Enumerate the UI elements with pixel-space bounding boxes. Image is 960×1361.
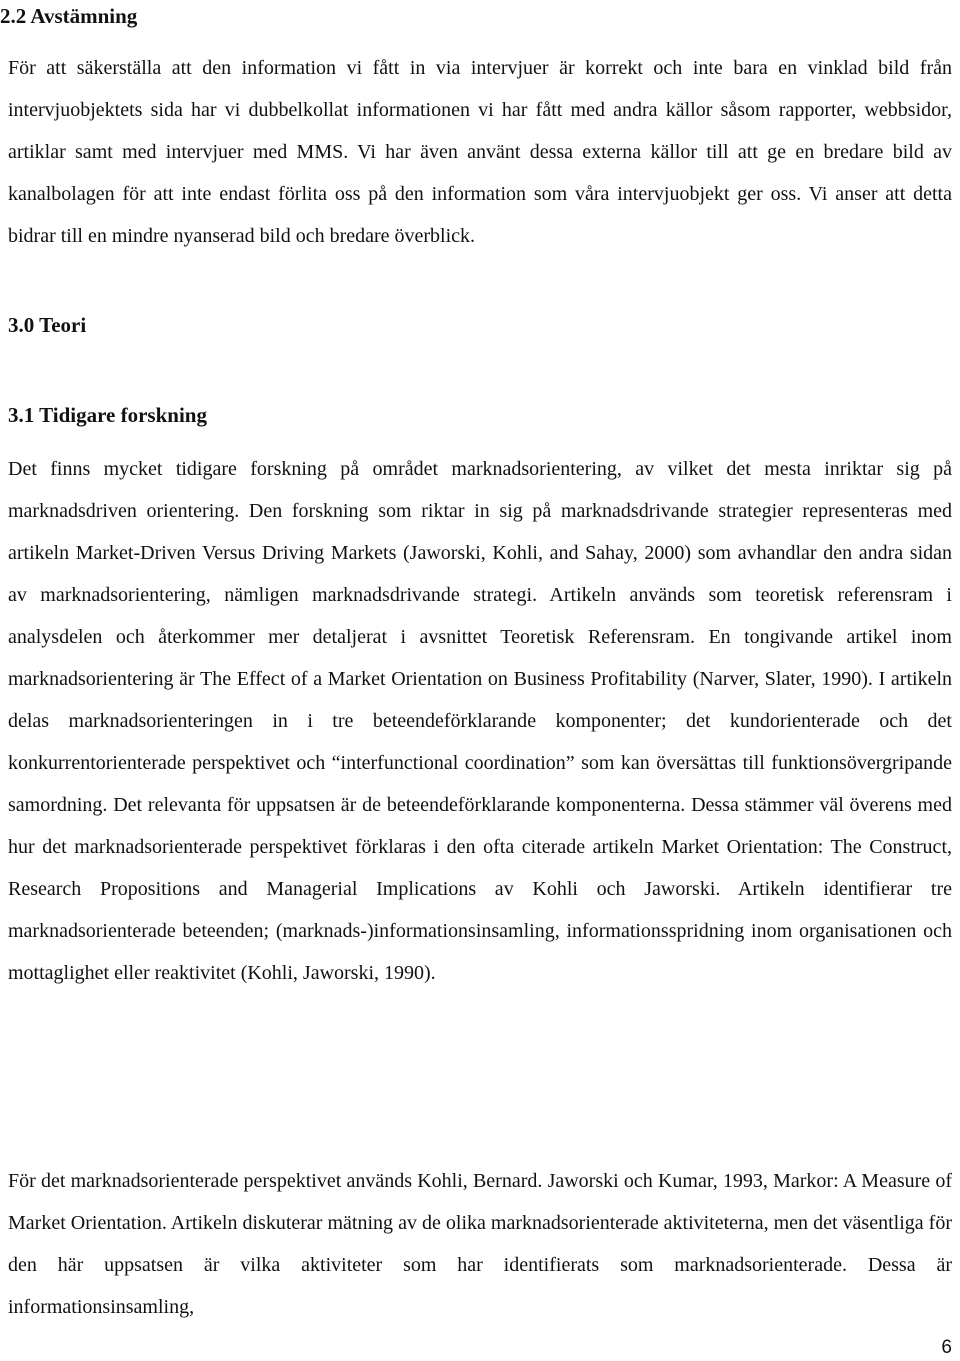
page-number: 6 [941,1337,952,1358]
paragraph-tidigare-forskning-2: För det marknadsorienterade perspektivet används Kohli, Bernard. Jaworski och Kumar, 1993, Markor: A Measure of Market Orientation. Artikeln diskuterar mätning av de olika marknadsorienterade aktiviteterna, men det väsentliga för den här uppsatsen är vilka aktiviteter som har identifierats som marknadsorienterade. Dessa är informationsinsamling, [8,1170,952,1318]
section-heading-teori: 3.0 Teori [8,313,87,337]
paragraph-tidigare-forskning-1: Det finns mycket tidigare forskning på området marknadsorientering, av vilket det mesta inriktar sig på marknadsdriven orientering. Den forskning som riktar in sig på marknadsdrivande strategier representeras med artikeln Market-Driven Versus Driving Markets (Jaworski, Kohli, and Sahay, 2000) som avhandlar den andra sidan av marknadsorientering, nämligen marknadsdrivande strategi. Artikeln används som teoretisk referensram i analysdelen och återkommer mer detaljerat i avsnittet Teoretisk Referensram. En tongivande artikel inom marknadsorientering är The Effect of a Market Orientation on Business Profitability (Narver, Slater, 1990). I artikeln delas marknadsorienteringen in i tre beteendeförklarande komponenter; det kundorienterade och det konkurrentorienterade perspektivet och “interfunctional coordination” som kan översättas till funktionsövergripande samordning. Det relevanta för uppsatsen är de beteendeförklarande komponenterna. Dessa stämmer väl överens med hur det marknadsorienterade perspektivet förklaras i den ofta citerade artikeln Market Orientation: The Construct, Research Propositions and Managerial Implications av Kohli och Jaworski. Artikeln identifierar tre marknadsorienterade beteenden; (marknads-)informationsinsamling, informationsspridning inom organisationen och mottaglighet eller reaktivitet (Kohli, Jaworski, 1990). [8,458,952,984]
section-heading-tidigare-forskning: 3.1 Tidigare forskning [8,403,207,427]
section-heading-avstamning: 2.2 Avstämning [0,4,138,28]
paragraph-avstamning: För att säkerställa att den information vi fått in via intervjuer är korrekt och inte bara en vinklad bild från intervjuobjektets sida har vi dubbelkollat informationen vi har fått med andra källor såsom rapporter, webbsidor, artiklar samt med intervjuer med MMS. Vi har även använt dessa externa källor till att ge en bredare bild av kanalbolagen för att inte endast förlita oss på den information som våra intervjuobjekt ger oss. Vi anser att detta bidrar till en mindre nyanserad bild och bredare överblick. [8,57,952,247]
